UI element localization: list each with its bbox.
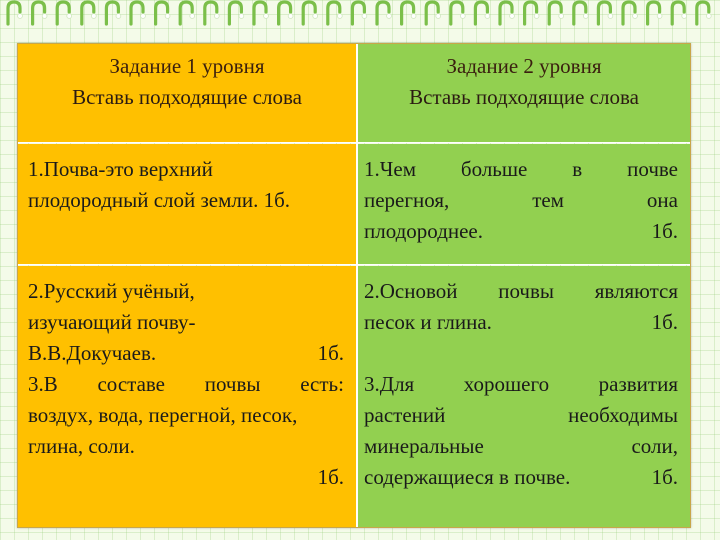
header-level2-title: Задание 2 уровня xyxy=(446,54,602,78)
spiral-ring xyxy=(205,2,217,24)
spiral-hole xyxy=(583,14,588,19)
q1-level2-line3: плодороднее. 1б. xyxy=(364,216,678,247)
q3-level1-line2: воздух, вода, перегной, песок, xyxy=(28,403,298,427)
spiral-ring xyxy=(598,2,610,24)
spiral-hole xyxy=(141,14,146,19)
spiral-ring xyxy=(57,2,69,24)
spiral-hole xyxy=(436,14,441,19)
q3-level1-line3: глина, соли. xyxy=(28,434,135,458)
spiral-hole xyxy=(116,14,121,19)
q2-level2-line1: 2.Основой почвы являются xyxy=(364,279,678,303)
q2-level2-points: 1б. xyxy=(651,310,678,334)
q3-level2-line1: 3.Для хорошего развития xyxy=(364,372,678,396)
q3-level2-line2: растений необходимы xyxy=(364,403,678,427)
row-divider xyxy=(18,264,690,265)
q3-level1-line1: 3.В составе почвы есть: xyxy=(28,372,344,396)
spiral-ring xyxy=(377,2,389,24)
row1-level1-cell xyxy=(18,144,356,264)
header-level1 xyxy=(18,44,356,142)
spiral-hole xyxy=(460,14,465,19)
spiral-hole xyxy=(67,14,72,19)
spiral-hole xyxy=(706,14,711,19)
spiral-hole xyxy=(485,14,490,19)
spiral-ring xyxy=(475,2,487,24)
spiral-hole xyxy=(288,14,293,19)
row2-level1-cell xyxy=(18,266,356,527)
spiral-ring xyxy=(697,2,709,24)
spiral-ring xyxy=(229,2,241,24)
spiral-ring xyxy=(106,2,118,24)
q2-level2-line2: песок и глина. 1б. xyxy=(364,307,678,338)
spiral-hole xyxy=(608,14,613,19)
spiral-hole xyxy=(264,14,269,19)
spiral-ring xyxy=(623,2,635,24)
header-level2 xyxy=(358,44,690,142)
spiral-ring xyxy=(525,2,537,24)
q3-level2-line4: содержащиеся в почве. 1б. xyxy=(364,462,678,493)
spiral-hole xyxy=(313,14,318,19)
spiral-ring xyxy=(574,2,586,24)
spiral-hole xyxy=(633,14,638,19)
spiral-hole xyxy=(214,14,219,19)
spiral-ring xyxy=(549,2,561,24)
header-level1-subtitle: Вставь подходящие слова xyxy=(72,85,302,109)
q2-level1-line1: 2.Русский учёный, xyxy=(28,279,195,303)
spiral-hole xyxy=(165,14,170,19)
spiral-ring xyxy=(254,2,266,24)
spiral-ring xyxy=(451,2,463,24)
q3-level2-line3: минеральные соли, xyxy=(364,434,678,458)
spiral-ring xyxy=(648,2,660,24)
spiral-ring xyxy=(303,2,315,24)
spiral-ring xyxy=(672,2,684,24)
spiral-hole xyxy=(411,14,416,19)
spiral-hole xyxy=(91,14,96,19)
q3-level2-points: 1б. xyxy=(651,465,678,489)
spiral-hole xyxy=(682,14,687,19)
spiral-hole xyxy=(337,14,342,19)
spiral-hole xyxy=(18,14,23,19)
spiral-hole xyxy=(239,14,244,19)
q1-level1-line1: 1.Почва-это верхний xyxy=(28,157,213,181)
header-level2-subtitle: Вставь подходящие слова xyxy=(409,85,639,109)
spiral-hole xyxy=(534,14,539,19)
spiral-hole xyxy=(190,14,195,19)
spiral-hole xyxy=(657,14,662,19)
spiral-hole xyxy=(387,14,392,19)
row1-level2-cell xyxy=(358,144,690,264)
notebook-spiral-icon xyxy=(0,0,720,30)
q2-level1-line3: В.В.Докучаев. 1б. xyxy=(28,338,344,369)
q1-level2-line1: 1.Чем больше в почве xyxy=(364,157,678,181)
q3-level1-points: 1б. xyxy=(317,465,344,489)
spiral-ring xyxy=(180,2,192,24)
q1-level1-line2: плодородный слой земли. 1б. xyxy=(28,188,291,212)
spiral-ring xyxy=(279,2,291,24)
spiral-hole xyxy=(559,14,564,19)
spiral-ring xyxy=(131,2,143,24)
column-divider xyxy=(356,44,358,527)
spiral-ring xyxy=(33,2,45,24)
header-divider xyxy=(18,142,690,143)
header-level1-title: Задание 1 уровня xyxy=(109,54,265,78)
spiral-ring xyxy=(352,2,364,24)
q1-level2-line2: перегноя, тем она xyxy=(364,188,678,212)
spiral-ring xyxy=(82,2,94,24)
assignment-table xyxy=(17,43,691,528)
spiral-ring xyxy=(156,2,168,24)
spiral-hole xyxy=(510,14,515,19)
spiral-ring xyxy=(402,2,414,24)
q2-level1-points: 1б. xyxy=(317,341,344,365)
spiral-ring xyxy=(426,2,438,24)
spiral-ring xyxy=(8,2,20,24)
spiral-ring xyxy=(328,2,340,24)
spiral-hole xyxy=(42,14,47,19)
q1-level2-points: 1б. xyxy=(651,219,678,243)
spiral-ring xyxy=(500,2,512,24)
spiral-hole xyxy=(362,14,367,19)
row2-level2-cell xyxy=(358,266,690,527)
q2-level1-line2: изучающий почву- xyxy=(28,310,196,334)
